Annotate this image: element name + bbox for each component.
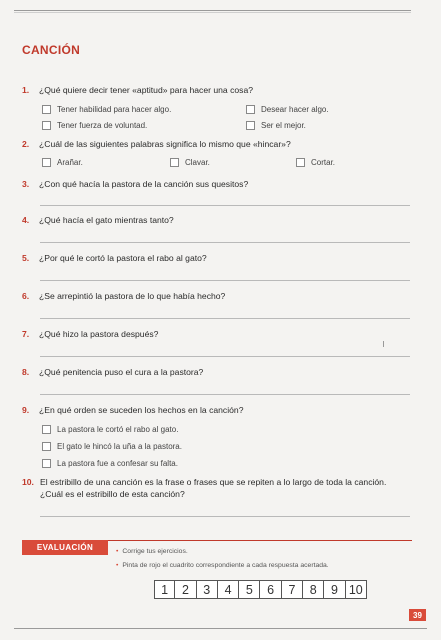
option-label: Tener fuerza de voluntad. <box>57 121 148 130</box>
question-text: ¿Qué hizo la pastora después? <box>39 329 159 339</box>
option-1b[interactable] <box>246 105 329 114</box>
checkbox[interactable] <box>170 158 179 167</box>
score-box-2[interactable]: 2 <box>175 580 196 599</box>
score-box-8[interactable]: 8 <box>303 580 324 599</box>
question-7 <box>22 329 158 339</box>
question-number: 8. <box>22 367 30 377</box>
question-10 <box>22 476 402 500</box>
question-number: 6. <box>22 291 30 301</box>
option-9b[interactable] <box>42 442 182 451</box>
page-title: CANCIÓN <box>22 43 81 57</box>
option-2b[interactable] <box>170 158 210 167</box>
question-number: 5. <box>22 253 30 263</box>
question-text: ¿Por qué le cortó la pastora el rabo al gato? <box>39 253 207 263</box>
score-box-1[interactable]: 1 <box>154 580 175 599</box>
question-text: El estribillo de una canción es la frase o frases que se repiten a lo largo de toda la canción. ¿Cuál es el estribillo de esta canción? <box>40 477 387 499</box>
question-number: 3. <box>22 179 30 189</box>
question-text: ¿Con qué hacía la pastora de la canción sus quesitos? <box>39 179 249 189</box>
question-text: ¿Qué penitencia puso el cura a la pastora? <box>39 367 204 377</box>
evaluation-label: EVALUACIÓN <box>22 540 108 555</box>
top-rule <box>14 10 411 11</box>
answer-line-4[interactable] <box>40 242 410 243</box>
score-box-6[interactable]: 6 <box>260 580 281 599</box>
checkbox[interactable] <box>42 158 51 167</box>
stray-mark <box>383 341 384 347</box>
score-box-9[interactable]: 9 <box>324 580 345 599</box>
checkbox[interactable] <box>42 121 51 130</box>
top-rule-secondary <box>14 12 411 13</box>
answer-line-5[interactable] <box>40 280 410 281</box>
bullet-icon: • <box>116 548 119 555</box>
question-8 <box>22 367 203 377</box>
question-2 <box>22 139 291 149</box>
question-text: ¿Cuál de las siguientes palabras significa lo mismo que «hincar»? <box>39 139 291 149</box>
question-6 <box>22 291 225 301</box>
question-3 <box>22 179 248 189</box>
answer-line-7[interactable] <box>40 356 410 357</box>
score-boxes <box>154 580 367 599</box>
bottom-rule <box>14 628 427 629</box>
answer-line-10[interactable] <box>40 516 410 517</box>
option-label: La pastora fue a confesar su falta. <box>57 459 178 468</box>
question-1 <box>22 85 253 95</box>
page-number: 39 <box>409 609 426 621</box>
option-label: Tener habilidad para hacer algo. <box>57 105 172 114</box>
question-5 <box>22 253 207 263</box>
question-number: 4. <box>22 215 30 225</box>
question-number: 2. <box>22 139 30 149</box>
option-label: Clavar. <box>185 158 210 167</box>
question-text: ¿Qué quiere decir tener «aptitud» para hacer una cosa? <box>39 85 254 95</box>
option-label: La pastora le cortó el rabo al gato. <box>57 425 179 434</box>
question-text: ¿Qué hacía el gato mientras tanto? <box>39 215 174 225</box>
question-number: 7. <box>22 329 30 339</box>
checkbox[interactable] <box>42 425 51 434</box>
question-number: 10. <box>22 477 34 487</box>
score-box-7[interactable]: 7 <box>282 580 303 599</box>
option-1d[interactable] <box>246 121 306 130</box>
score-box-5[interactable]: 5 <box>239 580 260 599</box>
checkbox[interactable] <box>246 105 255 114</box>
option-2c[interactable] <box>296 158 335 167</box>
answer-line-3[interactable] <box>40 205 410 206</box>
answer-line-8[interactable] <box>40 394 410 395</box>
score-box-10[interactable]: 10 <box>346 580 367 599</box>
option-label: El gato le hincó la uña a la pastora. <box>57 442 182 451</box>
note-text: Pinta de rojo el cuadrito correspondiente a cada respuesta acertada. <box>122 562 329 569</box>
note-text: Corrige tus ejercicios. <box>122 548 188 555</box>
checkbox[interactable] <box>246 121 255 130</box>
question-9 <box>22 405 243 415</box>
option-1c[interactable] <box>42 121 147 130</box>
bullet-icon: • <box>116 562 119 569</box>
question-number: 9. <box>22 405 30 415</box>
option-1a[interactable] <box>42 105 171 114</box>
evaluation-note-2 <box>116 562 329 569</box>
evaluation-note-1 <box>116 548 188 555</box>
checkbox[interactable] <box>42 459 51 468</box>
option-9c[interactable] <box>42 459 178 468</box>
option-2a[interactable] <box>42 158 83 167</box>
option-9a[interactable] <box>42 425 178 434</box>
checkbox[interactable] <box>42 442 51 451</box>
question-4 <box>22 215 174 225</box>
checkbox[interactable] <box>42 105 51 114</box>
option-label: Cortar. <box>311 158 336 167</box>
question-text: ¿Se arrepintió la pastora de lo que había hecho? <box>39 291 226 301</box>
question-text: ¿En qué orden se suceden los hechos en la canción? <box>39 405 244 415</box>
answer-line-6[interactable] <box>40 318 410 319</box>
option-label: Arañar. <box>57 158 83 167</box>
checkbox[interactable] <box>296 158 305 167</box>
score-box-3[interactable]: 3 <box>197 580 218 599</box>
option-label: Desear hacer algo. <box>261 105 329 114</box>
option-label: Ser el mejor. <box>261 121 306 130</box>
score-box-4[interactable]: 4 <box>218 580 239 599</box>
question-number: 1. <box>22 85 30 95</box>
